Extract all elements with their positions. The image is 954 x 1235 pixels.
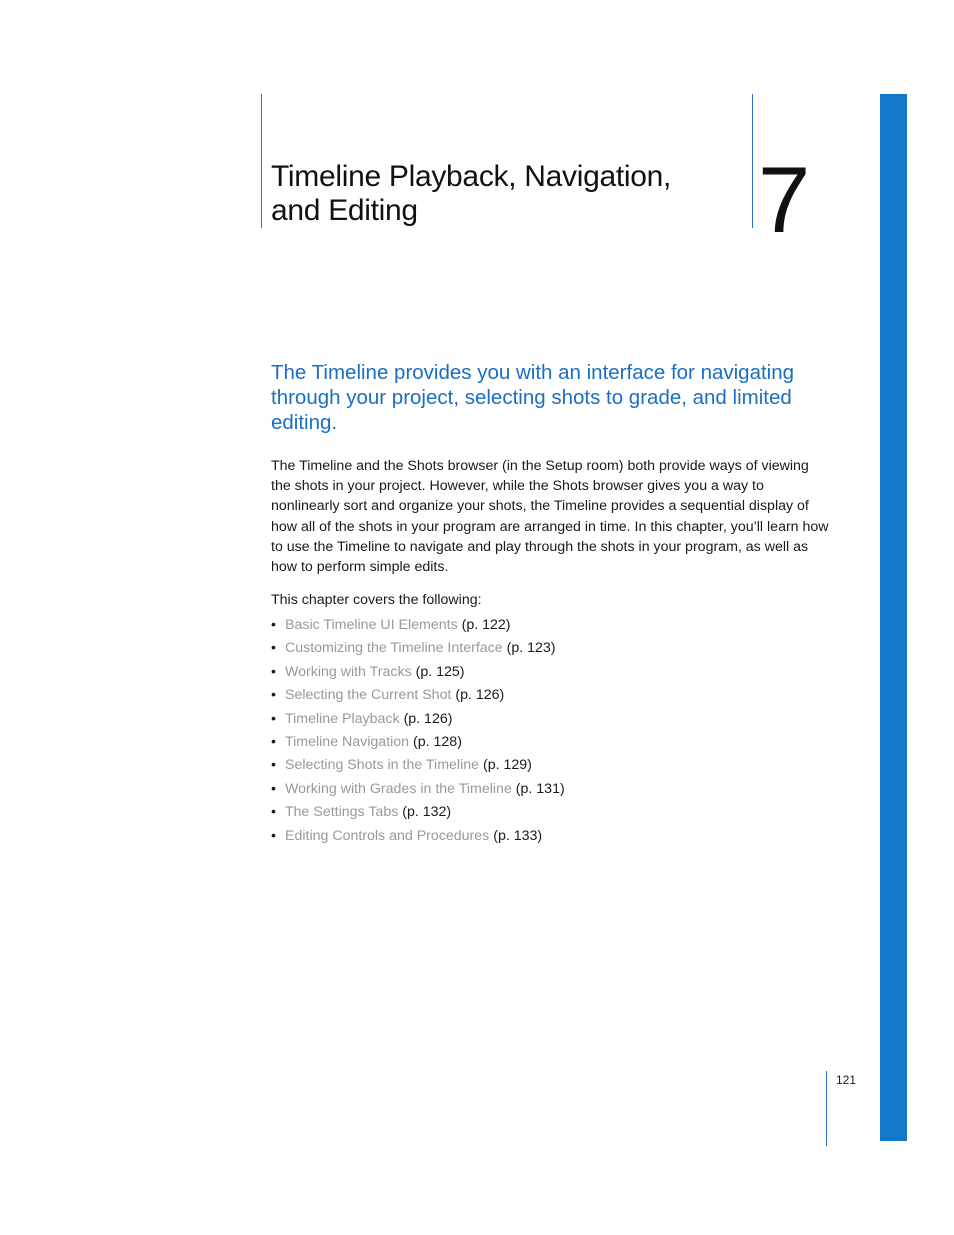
- chapter-title-line-1: Timeline Playback, Navigation,: [271, 160, 672, 193]
- list-item: [271, 826, 565, 849]
- bullet: •: [271, 780, 276, 797]
- toc-link-the-settings-tabs[interactable]: The Settings Tabs: [285, 804, 399, 821]
- page-ref: (p. 131): [515, 780, 565, 797]
- chapter-contents-list: [271, 615, 565, 849]
- bullet: •: [271, 687, 276, 704]
- bullet: •: [271, 804, 276, 821]
- page-ref: (p. 126): [403, 710, 453, 727]
- list-item: [271, 755, 565, 778]
- toc-link-editing-controls-and-procedures[interactable]: Editing Controls and Procedures: [285, 827, 490, 844]
- bullet: •: [271, 733, 276, 750]
- covers-label: This chapter covers the following:: [271, 592, 482, 608]
- bullet: •: [271, 663, 276, 680]
- list-item: [271, 662, 565, 685]
- list-item: [271, 732, 565, 755]
- bullet: •: [271, 640, 276, 657]
- page-ref: (p. 133): [493, 827, 543, 844]
- body-paragraph: The Timeline and the Shots browser (in the Setup room) both provide ways of viewing the shots in your project. However, while the Shots browser gives you a way to nonlinearly sort and organize your shots, the Timeline provides a sequential display of how all of the shots in your program are arranged in time. In this chapter, you’ll learn how to use the Timeline to navigate and play through the shots in your program, as well as how to perform simple edits.: [271, 458, 829, 576]
- page-ref: (p. 123): [506, 640, 556, 657]
- chapter-intro: The Timeline provides you with an interface for navigating through your project, selecting shots to grade, and limited editing.: [271, 361, 795, 434]
- toc-link-selecting-shots-in-the-timeline[interactable]: Selecting Shots in the Timeline: [285, 757, 480, 774]
- toc-link-working-with-tracks[interactable]: Working with Tracks: [285, 663, 412, 680]
- toc-link-working-with-grades-in-the-timeline[interactable]: Working with Grades in the Timeline: [285, 780, 512, 797]
- list-item: [271, 709, 565, 732]
- chapter-title: [271, 160, 731, 228]
- bullet: •: [271, 827, 276, 844]
- page-number-rule: [826, 1071, 827, 1146]
- bullet: •: [271, 757, 276, 774]
- title-rule-right: [752, 94, 753, 228]
- page-ref: (p. 129): [482, 757, 532, 774]
- toc-link-customizing-the-timeline-interface[interactable]: Customizing the Timeline Interface: [285, 640, 503, 657]
- chapter-side-bar: [880, 94, 907, 1141]
- page-ref: (p. 128): [413, 733, 462, 750]
- page-number: 121: [836, 1073, 857, 1087]
- page-ref: (p. 122): [461, 617, 511, 633]
- toc-link-timeline-navigation[interactable]: Timeline Navigation: [285, 733, 410, 750]
- toc-link-selecting-the-current-shot[interactable]: Selecting the Current Shot: [285, 687, 452, 704]
- list-item: [271, 802, 565, 825]
- title-rule-left: [261, 94, 262, 228]
- page-ref: (p. 132): [402, 804, 452, 821]
- list-item: [271, 638, 565, 661]
- page-ref: (p. 125): [415, 663, 465, 680]
- chapter-title-line-2: and Editing: [271, 194, 418, 227]
- list-item: [271, 615, 565, 638]
- page-ref: (p. 126): [455, 687, 505, 704]
- toc-link-basic-timeline-ui-elements[interactable]: Basic Timeline UI Elements: [285, 617, 458, 633]
- bullet: •: [271, 710, 276, 727]
- toc-link-timeline-playback[interactable]: Timeline Playback: [285, 710, 400, 727]
- list-item: [271, 779, 565, 802]
- bullet: •: [271, 617, 276, 633]
- chapter-number: 7: [758, 147, 811, 252]
- list-item: [271, 685, 565, 708]
